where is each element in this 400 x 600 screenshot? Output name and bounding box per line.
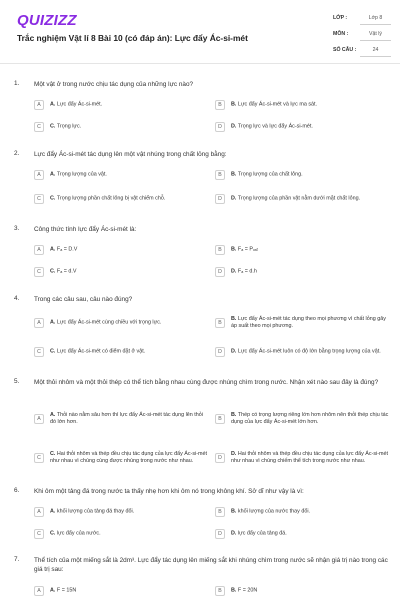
- option-a[interactable]: A A. Thỏi nào nằm sâu hơn thì lực đẩy Ác-si-mét tác dụng lên thỏi đó lớn hơn.: [34, 412, 210, 426]
- question-number: 3.: [14, 225, 20, 232]
- option-text: Lực đẩy Ác-si-mét tác dụng theo mọi phương vì chất lỏng gây áp suất theo mọi phương.: [231, 316, 386, 329]
- option-text: Lực đẩy Ác-si-mét và lực ma sát.: [237, 101, 318, 108]
- option-a[interactable]: A A. Trọng lượng của vật.: [34, 168, 210, 182]
- option-letter-box: C: [34, 453, 44, 463]
- option-b[interactable]: B B. khối lượng của nước thay đổi.: [215, 505, 391, 519]
- worksheet-header: [0, 0, 400, 64]
- option-text: F = 20N: [237, 587, 258, 594]
- option-text: Hai thỏi nhôm và thép đều chịu tác dụng của lực đẩy Ác-si-mét như nhau vì chúng chiếm thể tích trong nước như nhau.: [231, 451, 389, 464]
- option-letter-box: A: [34, 245, 44, 255]
- meta-class: [333, 12, 391, 26]
- option-letter-box: D: [215, 267, 225, 277]
- option-letter-box: B: [215, 170, 225, 180]
- option-d[interactable]: D D. Lực đẩy Ác-si-mét luôn có độ lớn bằng trọng lượng của vật.: [215, 345, 391, 359]
- option-text: Hai thỏi nhôm và thép đều chịu tác dụng của lực đẩy Ác-si-mét như nhau vì chúng cùng được nhúng trong nước như nhau.: [50, 451, 208, 464]
- option-text: Lực đẩy Ác-si-mét cùng chiều với trọng lực.: [56, 319, 162, 326]
- option-b[interactable]: B B. Lực đẩy Ác-si-mét tác dụng theo mọi phương vì chất lỏng gây áp suất theo mọi phương.: [215, 316, 391, 330]
- option-text: Trọng lực và lực đẩy Ác-si-mét.: [237, 123, 313, 130]
- option-text: Trọng lượng của phần vật nằm dưới mặt chất lỏng.: [237, 195, 361, 202]
- question-number: 4.: [14, 295, 20, 302]
- option-letter-box: A: [34, 100, 44, 110]
- option-text: Fₐ = D.V: [56, 246, 78, 253]
- option-text: Lực đẩy Ác-si-mét luôn có độ lớn bằng trọng lượng của vật.: [237, 348, 381, 355]
- option-c[interactable]: C C. Trọng lực.: [34, 120, 210, 134]
- option-a[interactable]: A A. khối lượng của tảng đá thay đổi.: [34, 505, 210, 519]
- option-d[interactable]: D D. Hai thỏi nhôm và thép đều chịu tác dụng của lực đẩy Ác-si-mét như nhau vì chúng chiếm thể tích trong nước như nhau.: [215, 451, 391, 465]
- option-a[interactable]: A A. Lực đẩy Ác-si-mét.: [34, 98, 210, 112]
- option-letter-box: D: [215, 529, 225, 539]
- option-text: Lực đẩy Ác-si-mét.: [56, 101, 103, 108]
- question-text: Thể tích của một miếng sắt là 2dm³. Lực đẩy tác dụng lên miếng sắt khi nhúng chìm trong nước sẽ nhận giá trị nào trong các giá trị sau:: [34, 557, 388, 573]
- option-a[interactable]: A A. Lực đẩy Ác-si-mét cùng chiều với trọng lực.: [34, 316, 210, 330]
- meta-class-value: Lớp 8: [360, 12, 391, 25]
- option-letter-box: B: [215, 586, 225, 596]
- option-letter-box: C: [34, 347, 44, 357]
- question-text: Lực đẩy Ác-si-mét tác dụng lên một vật nhúng trong chất lỏng bằng:: [34, 151, 227, 158]
- option-letter-box: D: [215, 194, 225, 204]
- option-text: Thỏi nào nằm sâu hơn thì lực đẩy Ác-si-mét tác dụng lên thỏi đó lớn hơn.: [50, 412, 203, 425]
- option-letter-box: A: [34, 170, 44, 180]
- option-letter-box: D: [215, 122, 225, 132]
- meta-subject: [333, 28, 391, 42]
- option-d[interactable]: D D. lực đẩy của tảng đá.: [215, 527, 391, 541]
- option-text: lực đẩy của tảng đá.: [237, 530, 287, 537]
- quizizz-logo: QUIZIZZ: [17, 12, 77, 29]
- question-number: 1.: [14, 80, 20, 87]
- option-letter-box: A: [34, 586, 44, 596]
- option-text: Trọng lực.: [56, 123, 82, 130]
- option-a[interactable]: A A. Fₐ = D.V: [34, 243, 210, 257]
- option-d[interactable]: D D. Fₐ = d.h: [215, 265, 391, 279]
- option-b[interactable]: B B. Trọng lượng của chất lỏng.: [215, 168, 391, 182]
- worksheet-title: Trắc nghiệm Vật lí 8 Bài 10 (có đáp án): Lực đẩy Ác-si-mét: [17, 33, 248, 43]
- option-text: khối lượng của tảng đá thay đổi.: [56, 508, 135, 515]
- option-c[interactable]: C C. Lực đẩy Ác-si-mét có điểm đặt ở vật.: [34, 345, 210, 359]
- option-letter-box: A: [34, 414, 44, 424]
- option-text: Trọng lượng của chất lỏng.: [237, 171, 303, 178]
- option-text: Fₐ = d.h: [237, 268, 257, 275]
- option-b[interactable]: B B. F = 20N: [215, 584, 391, 598]
- question-number: 2.: [14, 150, 20, 157]
- option-b[interactable]: B B. Fₐ = Pᵥₐₜ: [215, 243, 391, 257]
- meta-subject-value: Vật lý: [360, 28, 391, 41]
- option-letter-box: A: [34, 507, 44, 517]
- meta-count-label: SỐ CÂU :: [333, 47, 357, 53]
- option-text: Thép có trọng lượng riêng lớn hơn nhôm nên thỏi thép chịu tác dụng của lực đẩy Ác-si-mét lớn hơn.: [231, 412, 389, 425]
- option-b[interactable]: B B. Lực đẩy Ác-si-mét và lực ma sát.: [215, 98, 391, 112]
- question-text: Khi ôm một tảng đá trong nước ta thấy nhẹ hơn khi ôm nó trong không khí. Sở dĩ như vậy là vì:: [34, 488, 304, 495]
- option-text: lực đẩy của nước.: [56, 530, 101, 537]
- option-letter-box: A: [34, 318, 44, 328]
- question-text: Một vật ở trong nước chịu tác dụng của những lực nào?: [34, 81, 194, 88]
- question-number: 6.: [14, 487, 20, 494]
- option-letter-box: D: [215, 347, 225, 357]
- option-c[interactable]: C C. lực đẩy của nước.: [34, 527, 210, 541]
- option-c[interactable]: C C. Fₐ = d.V: [34, 265, 210, 279]
- meta-count-value: 24: [360, 44, 391, 57]
- option-d[interactable]: D D. Trọng lực và lực đẩy Ác-si-mét.: [215, 120, 391, 134]
- option-letter-box: C: [34, 122, 44, 132]
- option-text: khối lượng của nước thay đổi.: [237, 508, 311, 515]
- option-text: Lực đẩy Ác-si-mét có điểm đặt ở vật.: [56, 348, 146, 355]
- option-d[interactable]: D D. Trọng lượng của phần vật nằm dưới mặt chất lỏng.: [215, 192, 391, 206]
- option-letter-box: B: [215, 507, 225, 517]
- option-text: Trọng lượng của vật.: [56, 171, 107, 178]
- option-c[interactable]: C C. Trọng lượng phần chất lỏng bị vật chiếm chỗ.: [34, 192, 210, 206]
- option-b[interactable]: B B. Thép có trọng lượng riêng lớn hơn nhôm nên thỏi thép chịu tác dụng của lực đẩy Ác-si-mét lớn hơn.: [215, 412, 391, 426]
- question-text: Trong các câu sau, câu nào đúng?: [34, 296, 133, 303]
- option-a[interactable]: A A. F = 15N: [34, 584, 210, 598]
- option-letter-box: C: [34, 529, 44, 539]
- meta-count: [333, 44, 391, 58]
- option-letter-box: C: [34, 194, 44, 204]
- option-letter-box: D: [215, 453, 225, 463]
- option-letter-box: C: [34, 267, 44, 277]
- question-number: 7.: [14, 556, 20, 563]
- option-text: Trọng lượng phần chất lỏng bị vật chiếm chỗ.: [56, 195, 166, 202]
- question-text: Công thức tính lực đẩy Ác-si-mét là:: [34, 226, 137, 233]
- meta-subject-label: MÔN :: [333, 31, 349, 37]
- option-text: F = 15N: [56, 587, 77, 594]
- option-c[interactable]: C C. Hai thỏi nhôm và thép đều chịu tác dụng của lực đẩy Ác-si-mét như nhau vì chúng cùng được nhúng trong nước như nhau.: [34, 451, 210, 465]
- question-text: Một thỏi nhôm và một thỏi thép có thể tích bằng nhau cùng được nhúng chìm trong nước. Nhận xét nào sau đây là đúng?: [34, 379, 379, 386]
- option-text: Fₐ = Pᵥₐₜ: [237, 246, 259, 253]
- meta-class-label: LỚP :: [333, 15, 348, 21]
- option-text: Fₐ = d.V: [56, 268, 77, 275]
- option-letter-box: B: [215, 414, 225, 424]
- question-number: 5.: [14, 378, 20, 385]
- option-letter-box: B: [215, 245, 225, 255]
- option-letter-box: B: [215, 318, 225, 328]
- option-letter-box: B: [215, 100, 225, 110]
